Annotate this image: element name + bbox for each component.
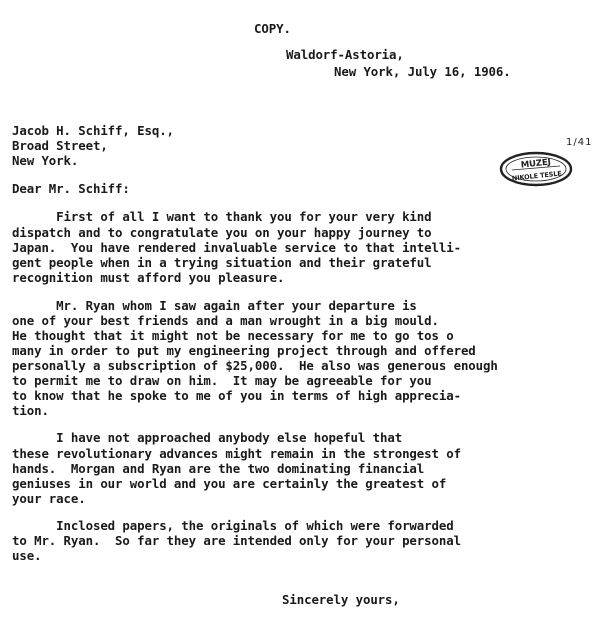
paragraph-2-line: personally a subscription of $25,000. He also was generous enough [12, 358, 498, 373]
stamp-top-text: MUZEJ [520, 157, 552, 171]
recipient-street: Broad Street, [12, 138, 108, 153]
paragraph-4-line: Inclosed papers, the originals of which were forwarded [12, 518, 454, 533]
paragraph-4-line: to Mr. Ryan. So far they are intended only for your personal [12, 533, 461, 548]
paragraph-2-line: Mr. Ryan whom I saw again after your departure is [12, 298, 417, 313]
letter-date: New York, July 16, 1906. [334, 64, 511, 79]
paragraph-2-line: to permit me to draw on him. It may be agreeable for you [12, 373, 432, 388]
paragraph-1-line: recognition must afford you pleasure. [12, 270, 285, 285]
paragraph-1-line: First of all I want to thank you for your very kind [12, 209, 432, 224]
closing: Sincerely yours, [282, 592, 400, 607]
paragraph-3-line: these revolutionary advances might remain in the strongest of [12, 446, 461, 461]
stamp-bottom-text: NIKOLE TESLE [511, 169, 563, 183]
paragraph-3-line: your race. [12, 491, 86, 506]
paragraph-1-line: dispatch and to congratulate you on your happy journey to [12, 225, 432, 240]
recipient-name: Jacob H. Schiff, Esq., [12, 123, 174, 138]
museum-stamp [499, 151, 573, 187]
paragraph-3-line: hands. Morgan and Ryan are the two dominating financial [12, 461, 425, 476]
letter-location: Waldorf-Astoria, [286, 47, 404, 62]
paragraph-2-line: many in order to put my engineering project through and offered [12, 343, 476, 358]
paragraph-2-line: tion. [12, 403, 49, 418]
paragraph-2-line: one of your best friends and a man wrought in a big mould. [12, 313, 439, 328]
salutation: Dear Mr. Schiff: [12, 181, 130, 196]
paragraph-1-line: Japan. You have rendered invaluable service to that intelli- [12, 240, 461, 255]
copy-label: COPY. [254, 21, 291, 36]
paragraph-3-line: geniuses in our world and you are certainly the greatest of [12, 476, 447, 491]
paragraph-3-line: I have not approached anybody else hopeful that [12, 430, 403, 445]
paragraph-1-line: gent people when in a trying situation and their grateful [12, 255, 432, 270]
archive-mark: 1/41 [566, 137, 593, 148]
paragraph-2-line: He thought that it might not be necessary for me to go tos o [12, 328, 454, 343]
paragraph-2-line: to know that he spoke to me of you in terms of high apprecia- [12, 388, 461, 403]
paragraph-4-line: use. [12, 548, 42, 563]
recipient-city: New York. [12, 153, 79, 168]
